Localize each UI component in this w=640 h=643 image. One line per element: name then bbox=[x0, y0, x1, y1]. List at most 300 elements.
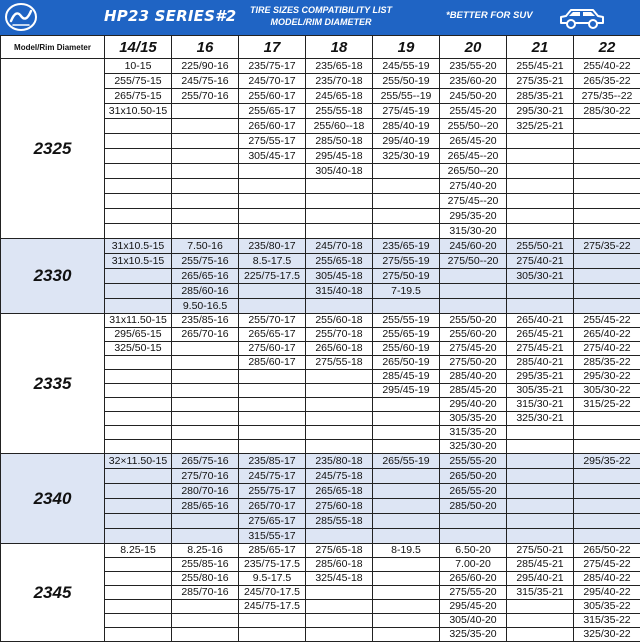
tire-size-cell bbox=[373, 164, 440, 179]
tire-size-cell bbox=[172, 164, 239, 179]
tire-size-cell bbox=[172, 104, 239, 119]
tire-size-cell bbox=[306, 600, 373, 614]
tire-size-cell: 255/80-16 bbox=[172, 572, 239, 586]
tire-size-cell: 325/45-18 bbox=[306, 572, 373, 586]
tire-size-cell: 31x10.5-15 bbox=[105, 239, 172, 254]
tire-size-cell: 255/60-17 bbox=[239, 89, 306, 104]
tire-size-cell bbox=[373, 224, 440, 239]
tire-size-cell: 295/30-22 bbox=[574, 370, 640, 384]
tire-size-cell: 275/60-17 bbox=[239, 342, 306, 356]
tire-size-cell: 265/50--20 bbox=[440, 164, 507, 179]
tire-size-cell bbox=[239, 426, 306, 440]
tire-size-cell bbox=[507, 194, 574, 209]
tire-size-cell bbox=[440, 284, 507, 299]
tire-size-cell: 245/70-17.5 bbox=[239, 586, 306, 600]
tire-size-cell bbox=[574, 224, 640, 239]
model-number: 2345 bbox=[1, 544, 105, 642]
tire-size-cell: 305/40-18 bbox=[306, 164, 373, 179]
tire-size-cell bbox=[574, 469, 640, 484]
tire-size-cell: 245/55-19 bbox=[373, 59, 440, 74]
tire-size-cell: 235/60-20 bbox=[440, 74, 507, 89]
tire-size-cell: 235/65-19 bbox=[373, 239, 440, 254]
tire-size-cell: 275/40-21 bbox=[507, 254, 574, 269]
tire-size-cell bbox=[105, 149, 172, 164]
tire-size-cell bbox=[440, 529, 507, 544]
tire-size-cell: 235/85-17 bbox=[239, 454, 306, 469]
tire-size-cell: 295/35-20 bbox=[440, 209, 507, 224]
tire-size-cell bbox=[239, 299, 306, 314]
tire-size-cell: 285/60-17 bbox=[239, 356, 306, 370]
tire-size-cell: 245/75-17.5 bbox=[239, 600, 306, 614]
tire-size-cell bbox=[172, 209, 239, 224]
tire-size-cell: 255/45-21 bbox=[507, 59, 574, 74]
tire-size-cell: 235/75-17.5 bbox=[239, 558, 306, 572]
tire-size-cell: 8.5-17.5 bbox=[239, 254, 306, 269]
tire-size-cell: 265/60-17 bbox=[239, 119, 306, 134]
tire-size-cell: 285/30-22 bbox=[574, 104, 640, 119]
tire-size-cell: 305/45-17 bbox=[239, 149, 306, 164]
tire-size-cell: 285/45-19 bbox=[373, 370, 440, 384]
tire-size-cell: 265/50-22 bbox=[574, 544, 640, 558]
tire-size-cell bbox=[306, 224, 373, 239]
tire-size-cell: 275/50-20 bbox=[440, 356, 507, 370]
tire-size-cell bbox=[306, 529, 373, 544]
tire-size-cell: 255/70-16 bbox=[172, 89, 239, 104]
tire-size-cell bbox=[574, 426, 640, 440]
tire-size-cell bbox=[172, 426, 239, 440]
tire-size-cell: 245/50-20 bbox=[440, 89, 507, 104]
tire-size-cell: 275/35-21 bbox=[507, 74, 574, 89]
tire-size-cell: 315/35-20 bbox=[440, 426, 507, 440]
tire-size-cell: 255/65-19 bbox=[373, 328, 440, 342]
tire-size-cell: 305/35-21 bbox=[507, 384, 574, 398]
tire-size-cell bbox=[574, 164, 640, 179]
tire-size-cell: 315/30-20 bbox=[440, 224, 507, 239]
tire-size-cell: 295/35-21 bbox=[507, 370, 574, 384]
tire-size-cell bbox=[507, 484, 574, 499]
tire-size-cell bbox=[239, 179, 306, 194]
tire-size-cell: 295/35-22 bbox=[574, 454, 640, 469]
tire-size-cell: 285/35-21 bbox=[507, 89, 574, 104]
tire-size-cell bbox=[306, 426, 373, 440]
tire-size-cell bbox=[507, 454, 574, 469]
tire-size-cell: 325/35-20 bbox=[440, 628, 507, 642]
tire-size-cell: 265/40-22 bbox=[574, 328, 640, 342]
tire-size-cell bbox=[172, 194, 239, 209]
column-header: 20 bbox=[440, 36, 507, 59]
tire-size-cell: 255/60-18 bbox=[306, 314, 373, 328]
tire-size-cell bbox=[239, 370, 306, 384]
tire-size-cell bbox=[373, 398, 440, 412]
tire-size-cell: 265/40-21 bbox=[507, 314, 574, 328]
tire-size-cell: 275/55-19 bbox=[373, 254, 440, 269]
tire-size-cell: 275/50--20 bbox=[440, 254, 507, 269]
tire-size-cell bbox=[507, 628, 574, 642]
tire-size-cell bbox=[373, 179, 440, 194]
tire-size-cell bbox=[574, 179, 640, 194]
table-row bbox=[1, 59, 640, 74]
tire-size-cell bbox=[172, 529, 239, 544]
tire-size-cell bbox=[574, 284, 640, 299]
off-road-brand-logo-icon bbox=[4, 2, 38, 32]
tire-size-cell: 275/65-17 bbox=[239, 514, 306, 529]
tire-size-cell: 255/55-18 bbox=[306, 104, 373, 119]
tire-size-cell: 315/30-21 bbox=[507, 398, 574, 412]
tire-size-cell bbox=[105, 384, 172, 398]
tire-size-cell bbox=[373, 499, 440, 514]
tire-size-cell bbox=[507, 134, 574, 149]
tire-size-cell: 32×11.50-15 bbox=[105, 454, 172, 469]
tire-size-cell: 285/45-21 bbox=[507, 558, 574, 572]
tire-size-cell: 305/35-22 bbox=[574, 600, 640, 614]
tire-size-cell: 325/30-19 bbox=[373, 149, 440, 164]
tire-size-cell: 265/60-20 bbox=[440, 572, 507, 586]
tire-size-cell bbox=[239, 412, 306, 426]
tire-size-cell: 265/35-22 bbox=[574, 74, 640, 89]
tire-size-cell bbox=[574, 149, 640, 164]
tire-size-cell: 285/40-20 bbox=[440, 370, 507, 384]
tire-size-cell: 255/55--19 bbox=[373, 89, 440, 104]
column-header: 14/15 bbox=[105, 36, 172, 59]
tire-size-cell: 315/35-22 bbox=[574, 614, 640, 628]
tire-size-cell: 280/70-16 bbox=[172, 484, 239, 499]
tire-size-cell: 265/65-16 bbox=[172, 269, 239, 284]
tire-size-cell bbox=[574, 269, 640, 284]
tire-size-cell: 325/30-20 bbox=[440, 440, 507, 454]
tire-size-cell bbox=[172, 384, 239, 398]
tire-size-cell: 285/65-17 bbox=[239, 544, 306, 558]
tire-size-cell: 265/65-17 bbox=[239, 328, 306, 342]
model-rim-header: Model/Rim Diameter bbox=[1, 36, 105, 59]
tire-size-cell bbox=[105, 398, 172, 412]
tire-size-cell bbox=[440, 269, 507, 284]
tire-size-cell: 265/75-16 bbox=[172, 454, 239, 469]
tire-size-cell: 31x10.50-15 bbox=[105, 104, 172, 119]
tire-size-cell: 275/40-20 bbox=[440, 179, 507, 194]
compatibility-table bbox=[0, 35, 640, 642]
tire-size-cell: 305/30-21 bbox=[507, 269, 574, 284]
tire-size-cell bbox=[306, 179, 373, 194]
tire-size-cell bbox=[172, 134, 239, 149]
tire-size-cell: 245/60-20 bbox=[440, 239, 507, 254]
tire-size-cell: 285/50-18 bbox=[306, 134, 373, 149]
tire-size-cell: 275/40-22 bbox=[574, 342, 640, 356]
tire-size-cell bbox=[574, 134, 640, 149]
tire-size-cell: 255/50-21 bbox=[507, 239, 574, 254]
model-group-2345 bbox=[1, 544, 640, 642]
tire-size-cell bbox=[105, 284, 172, 299]
tire-size-cell: 235/65-18 bbox=[306, 59, 373, 74]
tire-size-cell: 235/70-18 bbox=[306, 74, 373, 89]
tire-size-cell: 255/75-17 bbox=[239, 484, 306, 499]
tire-size-cell bbox=[172, 224, 239, 239]
tire-size-cell bbox=[507, 209, 574, 224]
tire-size-cell: 265/65-18 bbox=[306, 484, 373, 499]
sheet-subtitle bbox=[236, 4, 406, 28]
tire-size-cell bbox=[507, 149, 574, 164]
column-header: 22 bbox=[574, 36, 640, 59]
tire-size-cell: 275/55-18 bbox=[306, 356, 373, 370]
tire-size-cell: 255/55-20 bbox=[440, 454, 507, 469]
tire-size-cell: 265/60-18 bbox=[306, 342, 373, 356]
tire-size-cell bbox=[306, 209, 373, 224]
tire-size-cell bbox=[373, 558, 440, 572]
column-header: 18 bbox=[306, 36, 373, 59]
tire-size-cell bbox=[239, 209, 306, 224]
tire-size-cell bbox=[373, 529, 440, 544]
tire-size-cell: 265/55-20 bbox=[440, 484, 507, 499]
tire-size-cell: 255/40-22 bbox=[574, 59, 640, 74]
tire-size-cell: 7-19.5 bbox=[373, 284, 440, 299]
tire-size-cell: 235/85-16 bbox=[172, 314, 239, 328]
tire-size-cell bbox=[172, 440, 239, 454]
tire-size-cell: 285/40-21 bbox=[507, 356, 574, 370]
tire-size-cell bbox=[306, 614, 373, 628]
tire-size-cell bbox=[105, 134, 172, 149]
tire-size-cell: 255/50-20 bbox=[440, 314, 507, 328]
tire-size-cell: 9.50-16.5 bbox=[172, 299, 239, 314]
tire-size-cell bbox=[105, 529, 172, 544]
tire-size-cell bbox=[507, 299, 574, 314]
model-group-2340 bbox=[1, 454, 640, 544]
tire-size-cell bbox=[373, 484, 440, 499]
tire-size-cell: 295/45-18 bbox=[306, 149, 373, 164]
tire-size-cell: 265/55-19 bbox=[373, 454, 440, 469]
tire-size-cell: 305/30-22 bbox=[574, 384, 640, 398]
tire-size-cell bbox=[172, 179, 239, 194]
tire-size-cell bbox=[373, 426, 440, 440]
tire-size-cell: 245/70-18 bbox=[306, 239, 373, 254]
tire-size-cell: 285/70-16 bbox=[172, 586, 239, 600]
tire-size-cell: 285/60-16 bbox=[172, 284, 239, 299]
tire-size-cell bbox=[373, 600, 440, 614]
tire-size-cell: 225/75-17.5 bbox=[239, 269, 306, 284]
tire-size-cell: 245/75-16 bbox=[172, 74, 239, 89]
tire-size-cell: 255/85-16 bbox=[172, 558, 239, 572]
tire-size-cell: 255/45-20 bbox=[440, 104, 507, 119]
tire-size-cell bbox=[306, 628, 373, 642]
tire-size-cell: 6.50-20 bbox=[440, 544, 507, 558]
tire-size-cell: 265/75-15 bbox=[105, 89, 172, 104]
tire-size-cell bbox=[239, 440, 306, 454]
model-group-2335 bbox=[1, 314, 640, 454]
tire-size-cell bbox=[105, 194, 172, 209]
tire-size-cell bbox=[239, 164, 306, 179]
tire-size-cell bbox=[507, 164, 574, 179]
tire-size-cell bbox=[172, 119, 239, 134]
tire-size-cell bbox=[507, 426, 574, 440]
tire-size-cell bbox=[574, 440, 640, 454]
column-header-row bbox=[1, 36, 640, 59]
tire-size-cell: 275/45-22 bbox=[574, 558, 640, 572]
tire-size-cell: 305/45-18 bbox=[306, 269, 373, 284]
tire-size-cell: 275/55-20 bbox=[440, 586, 507, 600]
tire-size-cell: 275/65-18 bbox=[306, 544, 373, 558]
tire-size-cell: 235/80-18 bbox=[306, 454, 373, 469]
tire-size-cell: 295/40-19 bbox=[373, 134, 440, 149]
model-group-2325 bbox=[1, 59, 640, 239]
tire-size-cell: 275/45--20 bbox=[440, 194, 507, 209]
tire-size-cell: 305/35-20 bbox=[440, 412, 507, 426]
tire-size-cell: 255/75-15 bbox=[105, 74, 172, 89]
tire-size-cell bbox=[574, 499, 640, 514]
tire-size-cell bbox=[440, 514, 507, 529]
table-row bbox=[1, 314, 640, 328]
tire-size-cell bbox=[507, 600, 574, 614]
tire-size-cell bbox=[172, 628, 239, 642]
tire-size-cell: 255/50-19 bbox=[373, 74, 440, 89]
tire-size-cell bbox=[373, 194, 440, 209]
tire-size-cell: 8-19.5 bbox=[373, 544, 440, 558]
tire-size-cell bbox=[507, 179, 574, 194]
tire-size-cell bbox=[306, 384, 373, 398]
tire-size-cell: 255/45-22 bbox=[574, 314, 640, 328]
tire-size-cell bbox=[373, 440, 440, 454]
tire-size-cell bbox=[373, 299, 440, 314]
tire-size-cell bbox=[105, 484, 172, 499]
tire-size-cell: 255/55-19 bbox=[373, 314, 440, 328]
tire-size-cell bbox=[105, 600, 172, 614]
tire-size-cell: 265/70-17 bbox=[239, 499, 306, 514]
model-group-2330 bbox=[1, 239, 640, 314]
tire-size-cell: 275/60-18 bbox=[306, 499, 373, 514]
tire-size-cell bbox=[306, 440, 373, 454]
tire-size-cell bbox=[574, 514, 640, 529]
column-header: 16 bbox=[172, 36, 239, 59]
tire-size-cell: 285/40-19 bbox=[373, 119, 440, 134]
tire-size-cell bbox=[105, 119, 172, 134]
tire-size-cell: 315/35-21 bbox=[507, 586, 574, 600]
tire-size-cell: 245/75-17 bbox=[239, 469, 306, 484]
tire-size-cell bbox=[574, 254, 640, 269]
tire-size-cell: 295/40-22 bbox=[574, 586, 640, 600]
tire-size-cell bbox=[306, 412, 373, 426]
tire-size-cell: 255/65-18 bbox=[306, 254, 373, 269]
tire-size-cell bbox=[239, 398, 306, 412]
tire-size-cell: 235/55-20 bbox=[440, 59, 507, 74]
tire-size-cell bbox=[105, 356, 172, 370]
tire-size-cell: 225/90-16 bbox=[172, 59, 239, 74]
tire-size-cell: 235/80-17 bbox=[239, 239, 306, 254]
tire-size-cell: 8.25-16 bbox=[172, 544, 239, 558]
tire-size-cell bbox=[172, 149, 239, 164]
tire-size-cell: 285/50-20 bbox=[440, 499, 507, 514]
tire-size-cell bbox=[105, 164, 172, 179]
table-row bbox=[1, 544, 640, 558]
tire-size-cell: 275/35-22 bbox=[574, 239, 640, 254]
column-header: 19 bbox=[373, 36, 440, 59]
tire-size-cell bbox=[306, 299, 373, 314]
tire-size-cell: 315/40-18 bbox=[306, 284, 373, 299]
tire-size-cell bbox=[574, 209, 640, 224]
tire-size-cell: 315/55-17 bbox=[239, 529, 306, 544]
tire-size-cell: 285/60-18 bbox=[306, 558, 373, 572]
model-number: 2330 bbox=[1, 239, 105, 314]
tire-size-cell: 31x10.5-15 bbox=[105, 254, 172, 269]
tire-size-cell bbox=[105, 370, 172, 384]
tire-size-cell: 255/70-18 bbox=[306, 328, 373, 342]
table-row bbox=[1, 454, 640, 469]
tire-size-cell: 265/50-20 bbox=[440, 469, 507, 484]
tire-size-cell bbox=[440, 299, 507, 314]
tire-size-cell: 285/40-22 bbox=[574, 572, 640, 586]
tire-size-cell: 265/45-20 bbox=[440, 134, 507, 149]
tire-size-cell bbox=[105, 586, 172, 600]
tire-size-cell: 245/75-18 bbox=[306, 469, 373, 484]
column-header: 17 bbox=[239, 36, 306, 59]
tire-size-cell: 9.5-17.5 bbox=[239, 572, 306, 586]
tire-size-cell bbox=[306, 370, 373, 384]
tire-size-cell bbox=[507, 284, 574, 299]
tire-size-cell: 255/75-16 bbox=[172, 254, 239, 269]
tire-size-cell bbox=[507, 514, 574, 529]
tire-size-cell bbox=[574, 484, 640, 499]
tire-size-cell bbox=[105, 628, 172, 642]
tire-size-cell: 245/70-17 bbox=[239, 74, 306, 89]
tire-size-cell bbox=[373, 469, 440, 484]
tire-size-cell bbox=[105, 426, 172, 440]
tire-size-cell: 10-15 bbox=[105, 59, 172, 74]
tire-size-cell: 255/50--20 bbox=[440, 119, 507, 134]
tire-size-cell bbox=[105, 614, 172, 628]
table-row bbox=[1, 239, 640, 254]
column-header: 21 bbox=[507, 36, 574, 59]
tire-size-cell bbox=[105, 269, 172, 284]
tire-size-cell bbox=[507, 499, 574, 514]
tire-size-cell bbox=[105, 572, 172, 586]
tire-size-cell: 305/40-20 bbox=[440, 614, 507, 628]
tire-size-cell bbox=[373, 628, 440, 642]
tire-size-cell: 255/60-19 bbox=[373, 342, 440, 356]
tire-size-cell bbox=[373, 586, 440, 600]
tire-size-cell: 295/30-21 bbox=[507, 104, 574, 119]
tire-size-cell: 295/40-20 bbox=[440, 398, 507, 412]
tire-size-cell: 315/25-22 bbox=[574, 398, 640, 412]
model-number: 2340 bbox=[1, 454, 105, 544]
tire-size-cell bbox=[105, 514, 172, 529]
title-banner bbox=[0, 0, 640, 35]
tire-size-cell bbox=[507, 614, 574, 628]
model-number: 2325 bbox=[1, 59, 105, 239]
tire-size-cell bbox=[373, 572, 440, 586]
tire-size-cell bbox=[172, 356, 239, 370]
tire-size-cell bbox=[172, 614, 239, 628]
tire-size-cell: 265/50-19 bbox=[373, 356, 440, 370]
tire-size-cell: 295/45-19 bbox=[373, 384, 440, 398]
tire-size-cell: 235/75-17 bbox=[239, 59, 306, 74]
tire-size-cell bbox=[574, 119, 640, 134]
tire-size-cell bbox=[172, 398, 239, 412]
sheet-title: HP23 SERIES#2 bbox=[104, 7, 237, 25]
tire-size-cell: 275/50-21 bbox=[507, 544, 574, 558]
tire-size-cell: 275/45-19 bbox=[373, 104, 440, 119]
tire-size-cell bbox=[105, 209, 172, 224]
tire-size-cell: 265/45--20 bbox=[440, 149, 507, 164]
tire-size-cell: 325/30-21 bbox=[507, 412, 574, 426]
tire-size-cell: 275/45-20 bbox=[440, 342, 507, 356]
tire-size-cell: 275/35--22 bbox=[574, 89, 640, 104]
tire-size-cell bbox=[105, 499, 172, 514]
tire-size-cell bbox=[239, 628, 306, 642]
tire-size-cell: 7.00-20 bbox=[440, 558, 507, 572]
tire-size-cell bbox=[105, 412, 172, 426]
subtitle-line-2: MODEL/RIM DIAMETER bbox=[270, 17, 372, 27]
tire-size-cell: 295/40-21 bbox=[507, 572, 574, 586]
tire-size-cell: 255/60-20 bbox=[440, 328, 507, 342]
tire-size-cell: 265/70-16 bbox=[172, 328, 239, 342]
tire-size-cell: 285/55-18 bbox=[306, 514, 373, 529]
tire-size-cell bbox=[239, 614, 306, 628]
